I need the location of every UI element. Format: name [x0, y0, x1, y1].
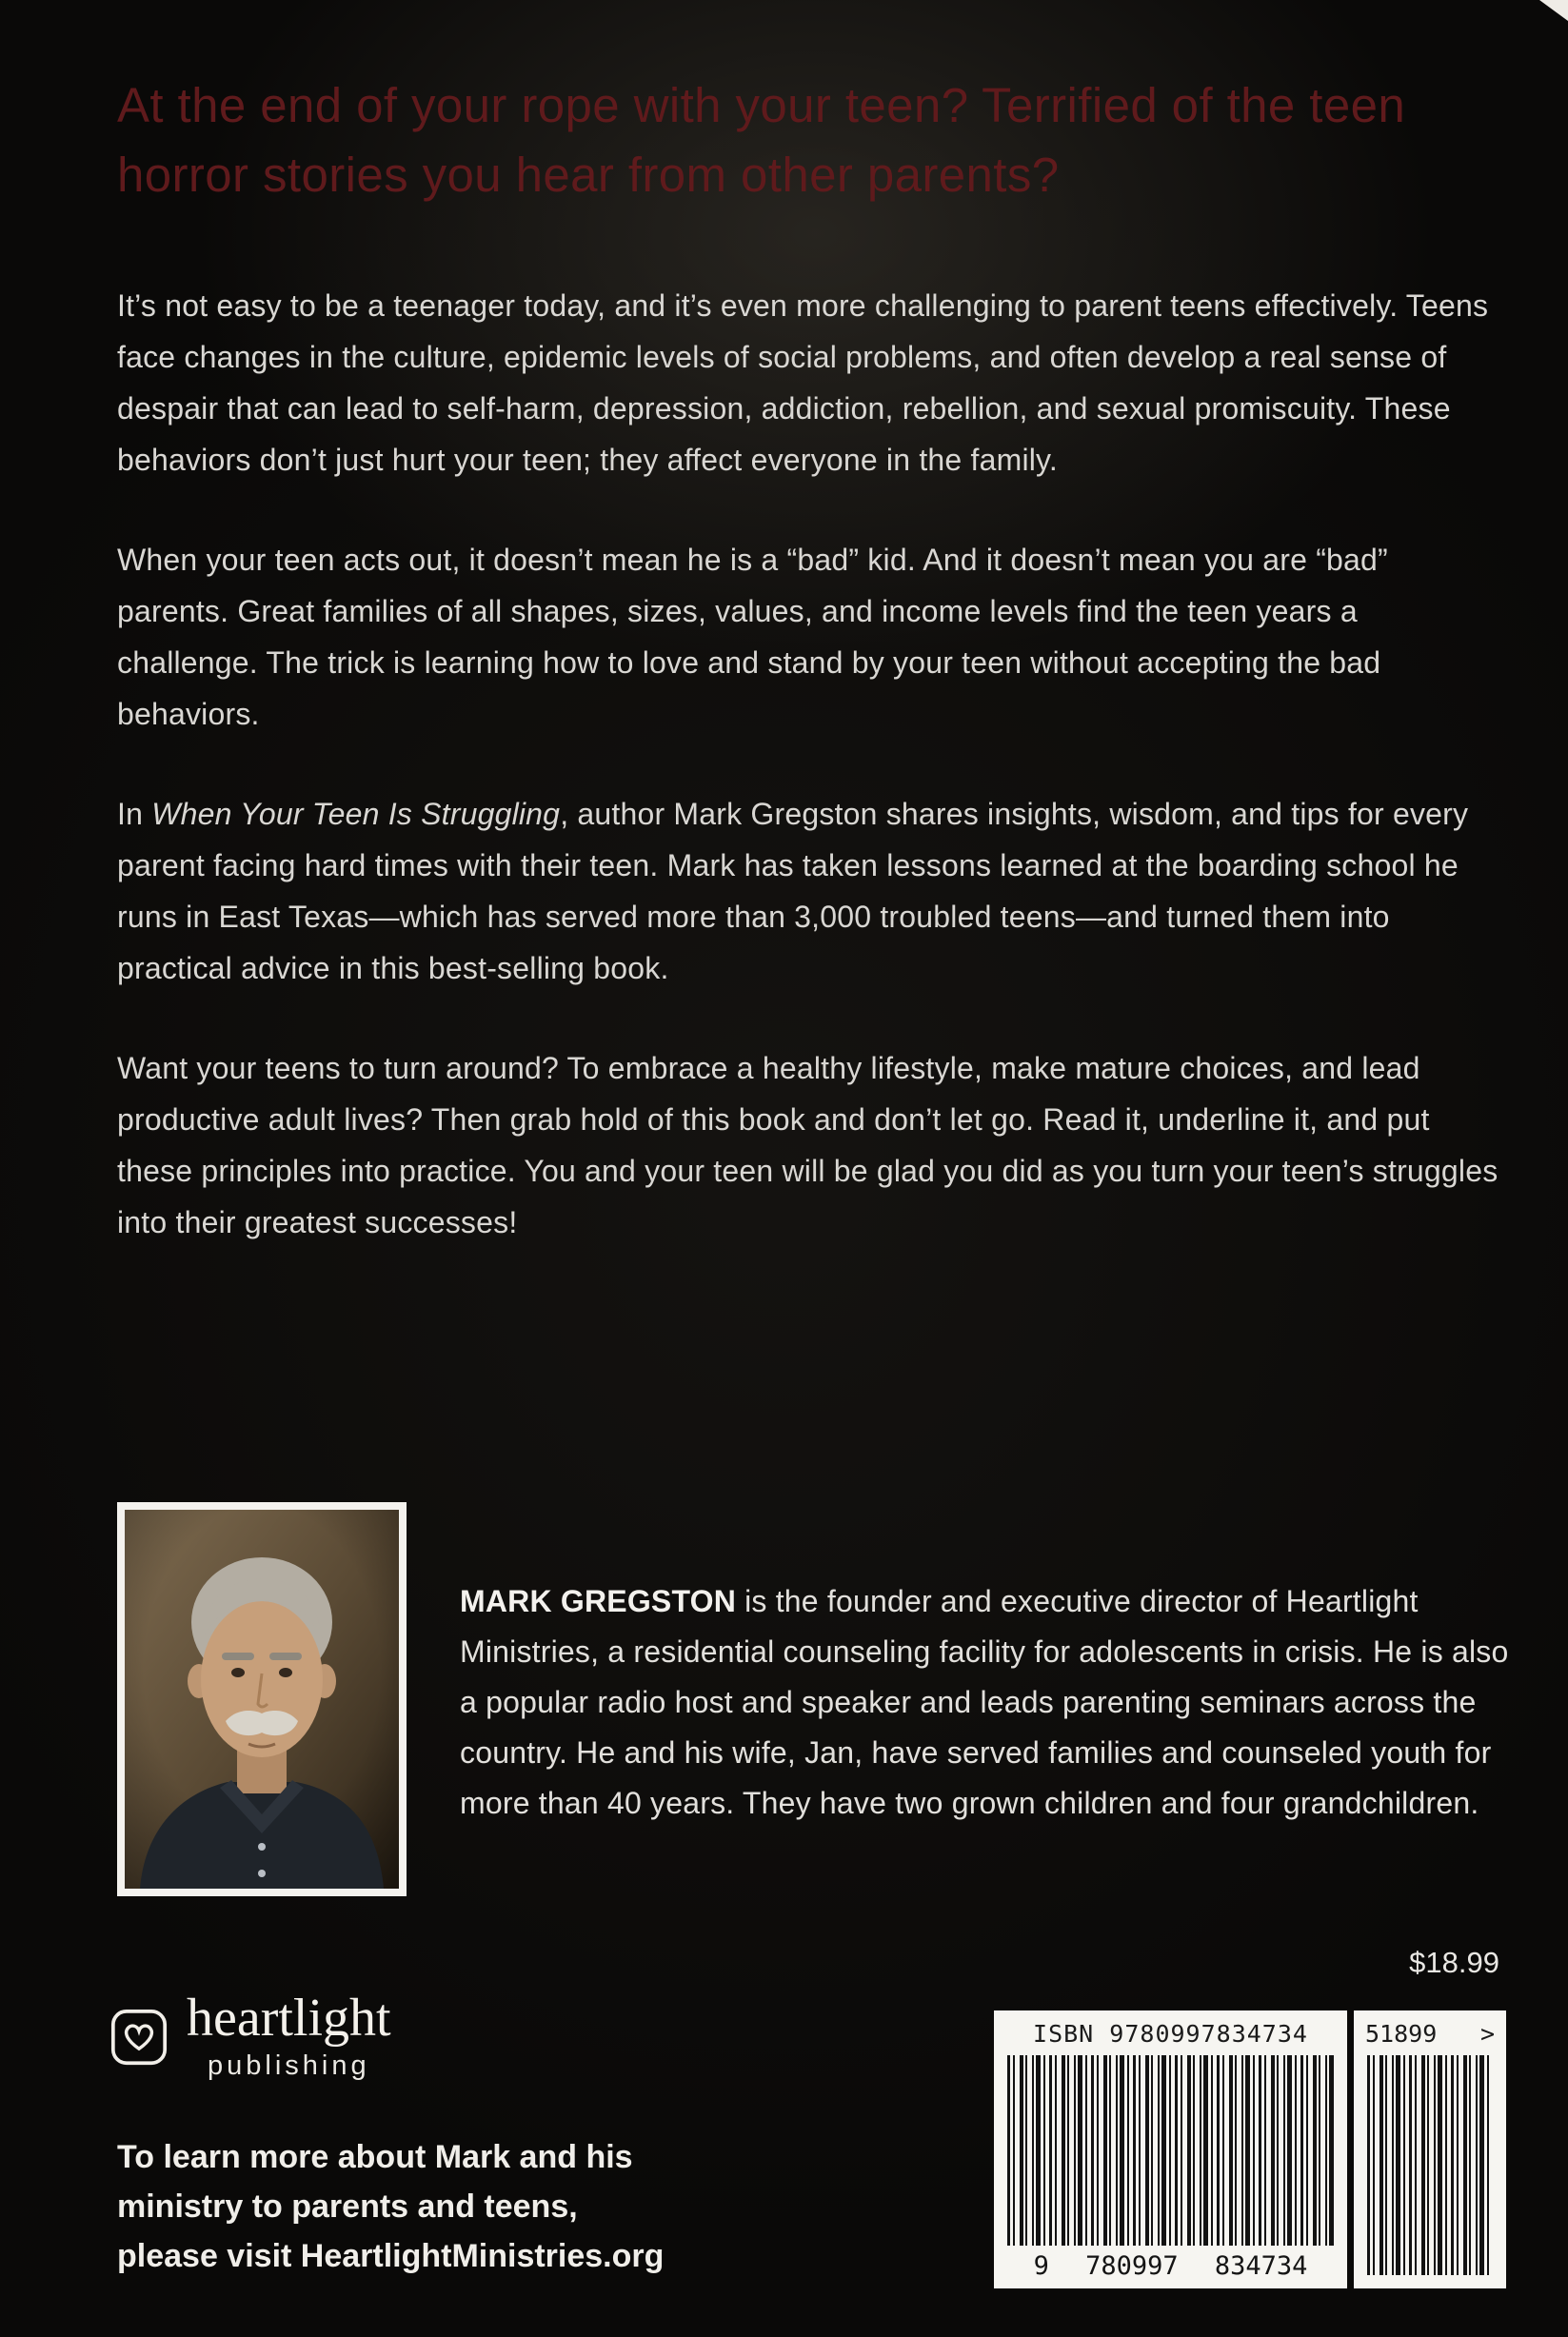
addon-caret: >: [1479, 2020, 1495, 2048]
barcode-addon: [1354, 2010, 1506, 2288]
addon-digits: 51899: [1365, 2020, 1438, 2048]
paragraph-3-prefix: In: [117, 797, 152, 831]
paragraph-3-rest: , author Mark Gregston shares insights, wisdom, and tips for every parent facing hard times with their teen. Mark has taken lessons learned at the boarding school he runs in East Texas—which has served more than 3,000 troubled teens—and turned them into practical advice in this best-selling book.: [117, 797, 1469, 985]
paragraph-3: [117, 788, 1499, 994]
book-title: When Your Teen Is Struggling: [151, 797, 561, 831]
footer-line-1: To learn more about Mark and his: [117, 2139, 633, 2175]
author-bio: [460, 1576, 1509, 1829]
body-copy: [117, 280, 1499, 1297]
author-portrait-illustration: [125, 1510, 399, 1889]
heart-logo-icon: [110, 2009, 168, 2066]
publisher-logo: [110, 1991, 391, 2082]
barcode-bars: [1007, 2055, 1334, 2246]
publisher-tagline: publishing: [207, 2050, 370, 2081]
author-photo: [117, 1502, 407, 1896]
footer-line-3: please visit HeartlightMinistries.org: [117, 2238, 665, 2274]
barcode-main: [994, 2010, 1347, 2288]
footer-line-2: ministry to parents and teens,: [117, 2188, 578, 2225]
paragraph-2: When your teen acts out, it doesn’t mean he is a “bad” kid. And it doesn’t mean you are “bad” parents. Great families of all shapes, sizes, values, and income levels find the teen years a challenge. The trick is learning how to love and stand by your teen without accepting the bad behaviors.: [117, 543, 1388, 731]
photo-background-corner: [1539, 0, 1568, 21]
footer-note: [117, 2132, 664, 2281]
publisher-name: heartlight: [187, 1989, 391, 2048]
author-bio-text: is the founder and executive director of Heartlight Ministries, a residential counseling facility for adolescents in crisis. He is also a popular radio host and speaker and leads parenting seminars across the country. He and his wife, Jan, have served families and counseled youth for more than 40 years. They have two grown children and four grandchildren.: [460, 1584, 1509, 1820]
headline: At the end of your rope with your teen? Terrified of the teen horror stories you hear from other parents?: [117, 78, 1406, 202]
isbn-label: ISBN 9780997834734: [1033, 2020, 1308, 2048]
barcode-digits: 9 780997 834734: [1033, 2251, 1308, 2281]
barcode-addon-bars: [1367, 2055, 1493, 2275]
paragraph-1: It’s not easy to be a teenager today, and it’s even more challenging to parent teens effectively. Teens face changes in the culture, epidemic levels of social problems, and often develop a real sense of despair that can lead to self-harm, depression, addiction, rebellion, and sexual promiscuity. These behaviors don’t just hurt your teen; they affect everyone in the family.: [117, 288, 1489, 477]
paragraph-4: Want your teens to turn around? To embrace a healthy lifestyle, make mature choices, and lead productive adult lives? Then grab hold of this book and don’t let go. Read it, underline it, and put these principles into practice. You and your teen will be glad you did as you turn your teen’s struggles into their greatest successes!: [117, 1051, 1499, 1239]
author-name: MARK GREGSTON: [460, 1584, 737, 1618]
price-label: $18.99: [1409, 1946, 1499, 1979]
barcode-addon-label: [1354, 2010, 1506, 2048]
barcode-block: [994, 2010, 1506, 2288]
publisher-wordmark: [187, 1991, 391, 2082]
